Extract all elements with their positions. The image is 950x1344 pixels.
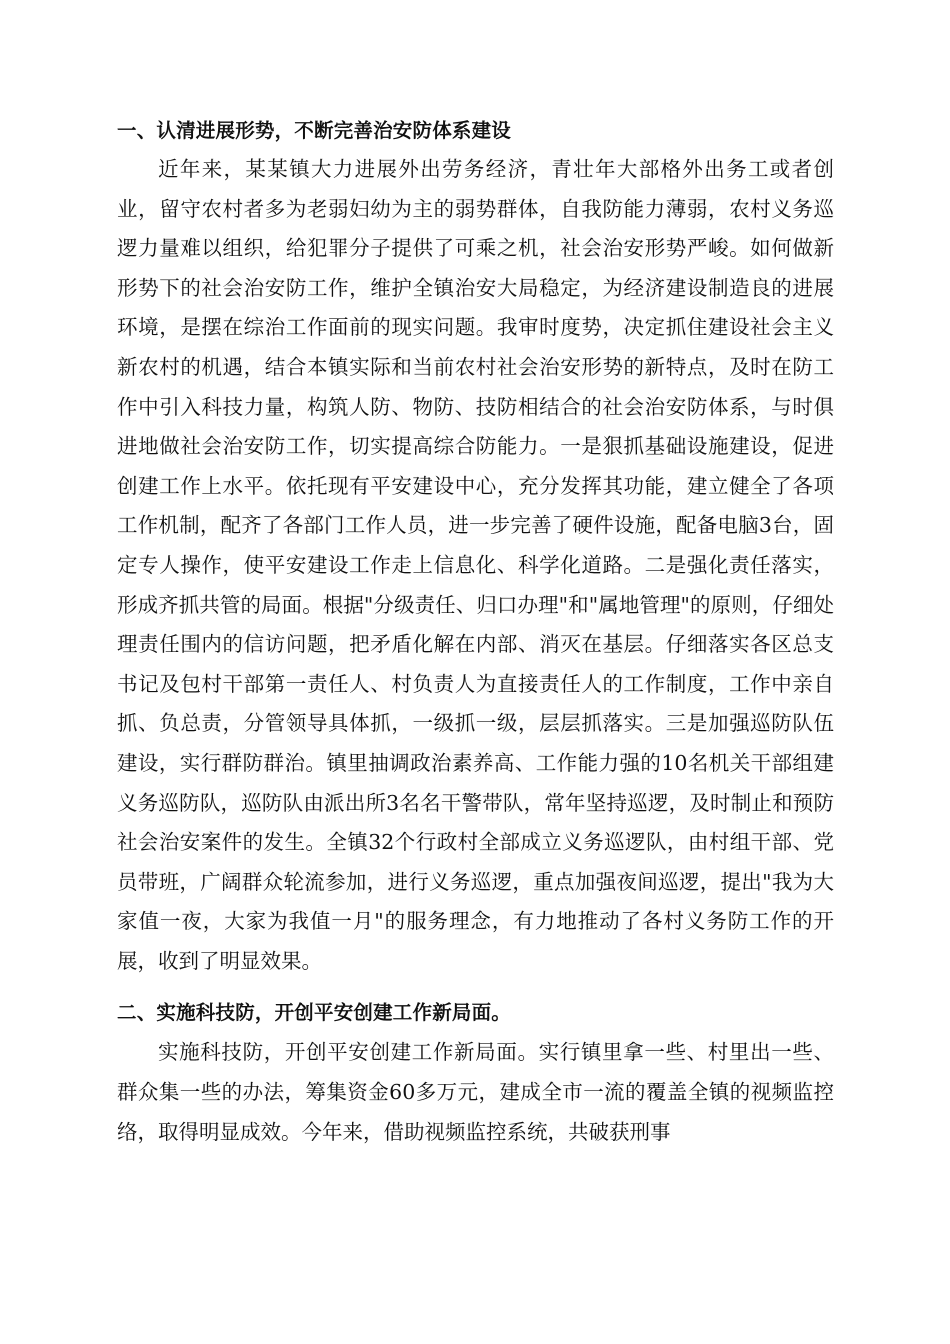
section-paragraph-2: 实施科技防，开创平安创建工作新局面。实行镇里拿一些、村里出一些、群众集一些的办法，筹集资金60多万元，建成全市一流的覆盖全镇的视频监控络，取得明显成效。今年来，借助视频监控系统，共破获刑事 <box>117 1040 834 1144</box>
section-heading-2: 二、实施科技防，开创平安创建工作新局面。 <box>117 1001 512 1025</box>
section-heading-1: 一、认清进展形势，不断完善治安防体系建设 <box>117 119 512 142</box>
section-paragraph-1: 近年来，某某镇大力进展外出劳务经济，青壮年大部格外出务工或者创业，留守农村者多为老弱妇幼为主的弱势群体，自我防能力薄弱，农村义务巡逻力量难以组织，给犯罪分子提供了可乘之机，社会治安形势严峻。如何做新形势下的社会治安防工作，维护全镇治安大局稳定，为经济建设制造良的进展环境，是摆在综治工作面前的现实问题。我审时度势，决定抓住建设社会主义新农村的机遇，结合本镇实际和当前农村社会治安形势的新特点，及时在防工作中引入科技力量，构筑人防、物防、技防相结合的社会治安防体系，与时俱进地做社会治安防工作，切实提高综合防能力。一是狠抓基础设施建设，促进创建工作上水平。依托现有平安建设中心，充分发挥其功能，建立健全了各项工作机制，配齐了各部门工作人员，进一步完善了硬件设施，配备电脑3台，固定专人操作，使平安建设工作走上信息化、科学化道路。二是强化责任落实，形成齐抓共管的局面。根据"分级责任、归口办理"和"属地管理"的原则，仔细处理责任围内的信访问题，把矛盾化解在内部、消灭在基层。仔细落实各区总支书记及包村干部第一责任人、村负责人为直接责任人的工作制度，工作中亲自抓、负总责，分管领导具体抓，一级抓一级，层层抓落实。三是加强巡防队伍建设，实行群防群治。镇里抽调政治素养高、工作能力强的10名机关干部组建义务巡防队，巡防队由派出所3名名干警带队，常年坚持巡逻，及时制止和预防社会治安案件的发生。全镇32个行政村全部成立义务巡逻队，由村组干部、党员带班，广阔群众轮流参加，进行义务巡逻，重点加强夜间巡逻，提出"我为大家值一夜，大家为我值一月"的服务理念，有力地推动了各村义务防工作的开展，收到了明显效果。 <box>117 157 834 973</box>
document-body <box>117 112 834 1152</box>
